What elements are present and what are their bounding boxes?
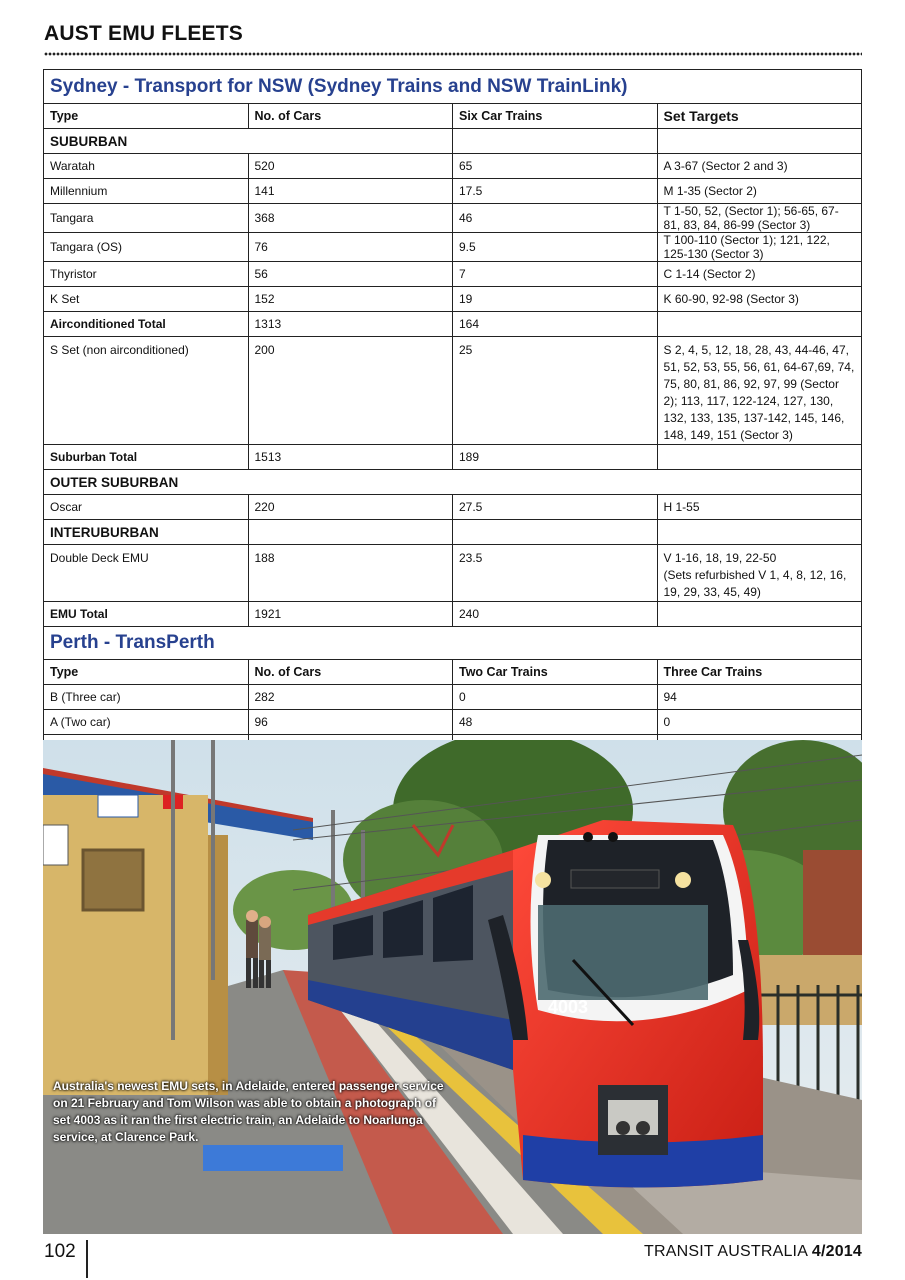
col-cars: No. of Cars: [248, 104, 453, 129]
photo-illustration: [43, 740, 862, 1234]
table-row: Tangara (OS) 76 9.5 T 100-110 (Sector 1); 121, 122, 125-130 (Sector 3): [44, 233, 862, 262]
table-row: Waratah 520 65 A 3-67 (Sector 2 and 3): [44, 154, 862, 179]
table-row: Double Deck EMU 188 23.5 V 1-16, 18, 19, 22-50 (Sets refurbished V 1, 4, 8, 12, 16, 19, 29, 33, 45, 49): [44, 545, 862, 602]
col-set-targets: Set Targets: [657, 104, 862, 129]
train-number: 4003: [548, 997, 589, 1017]
table-row: K Set 152 19 K 60-90, 92-98 (Sector 3): [44, 287, 862, 312]
table-row: Millennium 141 17.5 M 1-35 (Sector 2): [44, 179, 862, 204]
perth-title: Perth - TransPerth: [44, 627, 862, 660]
sydney-header-row: [44, 104, 862, 129]
section-title: AUST EMU FLEETS: [44, 22, 244, 45]
total-row: Suburban Total 1513 189: [44, 445, 862, 470]
section-label: INTERUBURBAN: [44, 520, 249, 545]
table-row: Tangara 368 46 T 1-50, 52, (Sector 1); 56-65, 67-81, 83, 84, 86-99 (Sector 3): [44, 204, 862, 233]
total-row: EMU Total 1921 240: [44, 602, 862, 627]
magazine-name: TRANSIT AUSTRALIA: [644, 1243, 808, 1260]
section-label: SUBURBAN: [44, 129, 453, 154]
sydney-title: Sydney - Transport for NSW (Sydney Trains and NSW TrainLink): [44, 70, 862, 104]
section-row: [44, 520, 862, 545]
table-row: Thyristor 56 7 C 1-14 (Sector 2): [44, 262, 862, 287]
page-number: 102: [44, 1241, 76, 1262]
table-row: B (Three car) 282 0 94: [44, 685, 862, 710]
photo-caption: Australia's newest EMU sets, in Adelaide, entered passenger service on 21 February and Tom Wilson was able to obtain a photograph of set 4003 as it ran the first electric train, an Adelaide to Noarlunga service, at Clarence Park.: [53, 1079, 444, 1144]
issue-number: 4/2014: [811, 1243, 862, 1260]
total-row: Airconditioned Total 1313 164: [44, 312, 862, 337]
col-six-car: Six Car Trains: [453, 104, 658, 129]
dotted-rule: [44, 51, 862, 57]
perth-header-row: Type No. of Cars Two Car Trains Three Car Trains: [44, 660, 862, 685]
col-type: Type: [44, 104, 249, 129]
table-row: S Set (non airconditioned) 200 25 S 2, 4, 5, 12, 18, 28, 43, 44-46, 47, 51, 52, 53, 55, 56, 61, 64-67,69, 74, 75, 80, 81, 86, 92, 97, 99 (Sector 2); 113, 117, 122-124, 127, 130, 132, 133, 135, 137-142, 145, 146, 148, 149, 151 (Sector 3): [44, 337, 862, 445]
table-row: A (Two car) 96 48 0: [44, 710, 862, 735]
fleet-table: [43, 69, 862, 785]
magazine-footer: [644, 1243, 862, 1261]
section-row: [44, 470, 862, 495]
section-label: OUTER SUBURBAN: [44, 470, 862, 495]
section-row: [44, 129, 862, 154]
table-row: Oscar 220 27.5 H 1-55: [44, 495, 862, 520]
train-photo: [43, 740, 862, 1234]
footer-divider: [86, 1240, 88, 1278]
